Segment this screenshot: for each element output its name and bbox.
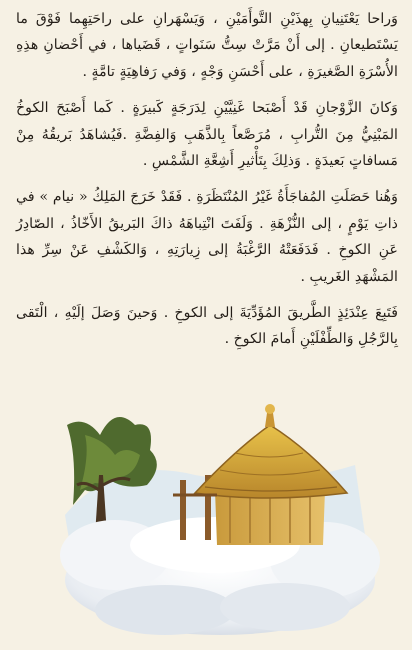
paragraph-4: فَتَبِعَ عِنْدَئِذٍ الطَّريقَ المُؤَدِّيَةَ إلى الكوخِ . وَحينَ وَصَلَ إلَيْهِ ، الْتَقى بِالرَّجُلِ وَالطِّفْلَيْنِ أَمامَ الكوخِ .: [16, 305, 398, 348]
paragraph-1: وَراحا يَعْتَنِيانِ بِهذَيْنِ التَّوأَمَيْنِ ، وَيَسْهَرانِ على راحَتِهِما فَوْقَ ما يَسْتَطيعانِ . إلى أَنْ مَرَّتْ سِتُّ سَنَواتٍ ، قَضَياها ، في أَحْضانِ هذِهِ الأُسْرَةِ الصَّغيرَةِ ، على أَحْسَنِ وَجْهٍ ، وَفي رَفاهِيَةٍ تامَّةٍ .: [16, 11, 398, 80]
paragraph-2: وَكانَ الزَّوْجانِ قَدْ أَصْبَحا غَنِيَّيْنِ لِدَرَجَةٍ كَبيرَةٍ . كَما أَصْبَحَ الكوخُ المَبْنِيُّ مِنَ التُّرابِ ، مُرَصَّعاً بِالذَّهَبِ وَالفِضَّةِ .فَيُشاهَدُ بَريقُهُ مِنْ مَسافاتٍ بَعيدَةٍ . وَذلِكَ بِتَأْثيرِ أَشِعَّةِ الشَّمْسِ .: [16, 100, 398, 170]
story-text: [16, 6, 398, 363]
hut-on-cloud-illustration: [55, 395, 380, 645]
paragraph-3: وَهُنا حَصَلَتِ المُفاجَأَةُ غَيْرُ المُنْتَظَرَةِ . فَقَدْ خَرَجَ المَلِكُ « نيام » في ذاتِ يَوْمٍ ، إلى النُّزْهَةِ . وَلَفَتَ انْتِباهَهُ ذاكَ البَريقُ الأَخّاذُ ، الصّادِرُ عَنِ الكوخِ . فَدَفَعَتْهُ الرَّغْبَةُ إلى زِيارَتِهِ ، وَالكَشْفِ عَنْ سِرِّ هذا المَشْهَدِ الغَريبِ .: [16, 189, 398, 285]
